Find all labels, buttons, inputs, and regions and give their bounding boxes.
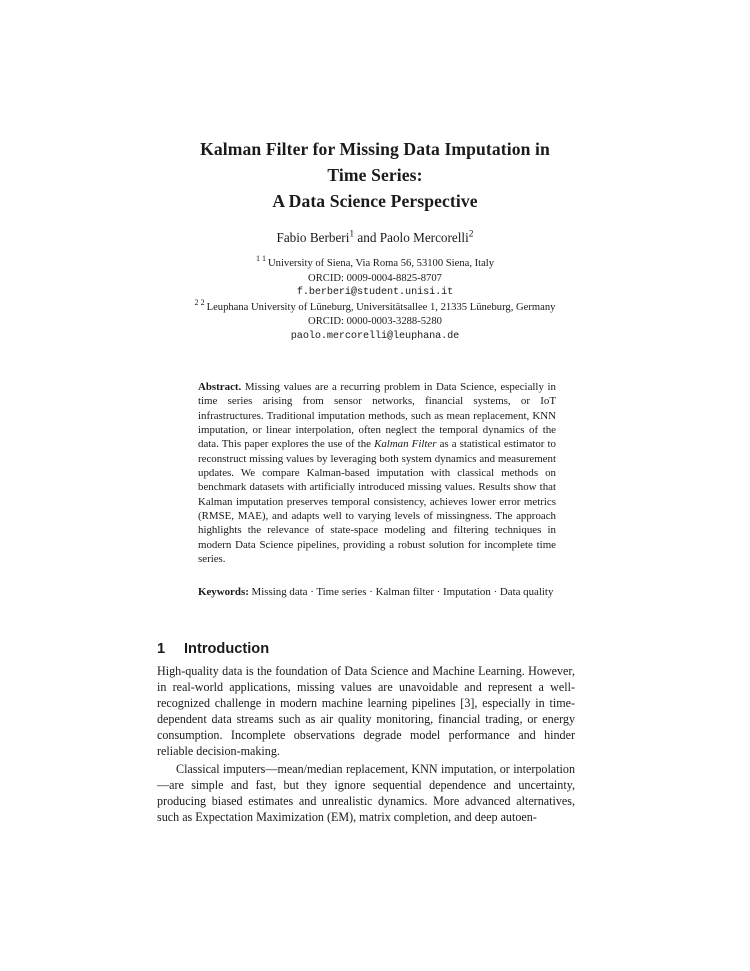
affiliation-orcid-2: ORCID: 0000-0003-3288-5280: [308, 316, 442, 328]
affiliation-email-2: paolo.mercorelli@leuphana.de: [290, 330, 460, 342]
author-affiliation-marker-1: 1: [349, 229, 355, 240]
affiliation-block: [130, 254, 620, 345]
affiliation-orcid-1: ORCID: 0009-0004-8825-8707: [308, 272, 442, 284]
keywords-list: Missing data · Time series · Kalman filter · Imputation · Data quality: [248, 586, 554, 598]
abstract-emphasis: Kalman Filter: [374, 438, 437, 451]
affiliation-marker-2a: 2: [194, 298, 199, 308]
author-conjunction: and: [354, 230, 380, 245]
author-name-2: Paolo Mercorelli: [379, 230, 469, 245]
keywords-block: [198, 585, 556, 599]
keywords-label: Keywords:: [198, 586, 249, 598]
page-title: [155, 136, 595, 214]
affiliation-institution-1: [130, 254, 620, 272]
title-line-3: A Data Science Perspective: [272, 191, 478, 211]
author-name-1: Fabio Berberi: [276, 230, 350, 245]
affiliation-institution-text-1: University of Siena, Via Roma 56, 53100 Siena, Italy: [268, 258, 495, 269]
introduction-paragraph-2: Classical imputers—mean/median replacement, KNN imputation, or interpolation—are simple and fast, but they ignore sequential dependence and uncertainty, producing biased estimates and unrealistic dynamics. More advanced alternatives, such as Expectation Maximization (EM), matrix completion, and deep autoen-: [157, 762, 575, 824]
abstract-text-part-2: as a statistical estimator to reconstruct missing values by leveraging both system dynamics and measurement updates. We compare Kalman-based imputation with classical methods on benchmark datasets with artificially introduced missing values. Results show that Kalman imputation preserves temporal consistency, achieves lower error metrics (RMSE, MAE), and adapts well to varying levels of missingness. The approach highlights the relevance of state-space modeling and filtering techniques in modern Data Science pipelines, providing a robust solution for incomplete time series.: [198, 438, 556, 566]
title-line-1: Kalman Filter for Missing Data Imputation in: [200, 139, 550, 159]
title-line-2: Time Series:: [327, 165, 423, 185]
affiliation-email-1: f.berberi@student.unisi.it: [296, 287, 454, 299]
abstract-label: Abstract.: [198, 381, 242, 393]
affiliation-institution-text-2: Leuphana University of Lüneburg, Universitätsallee 1, 21335 Lüneburg, Germany: [206, 301, 556, 313]
affiliation-marker-2b: 2: [200, 298, 205, 308]
author-affiliation-marker-2: 2: [468, 229, 474, 240]
affiliation-institution-2: [130, 298, 620, 316]
affiliation-marker-1b: 1: [261, 254, 267, 264]
section-title: Introduction: [184, 641, 270, 657]
abstract-text-part-1: Missing values are a recurring problem in Data Science, especially in time series arising from sensor networks, financial systems, or IoT infrastructures. Traditional imputation methods, such as mean replacement, KNN imputation, or linear interpolation, often neglect the temporal dynamics of the data. This paper explores the use of the: [198, 381, 556, 451]
affiliation-marker-1a: 1: [255, 254, 260, 264]
introduction-paragraph-1: High-quality data is the foundation of Data Science and Machine Learning. However, in real-world applications, missing values are unavoidable and represent a well-recognized challenge in modern machine learning pipelines [3], especially in time-dependent data streams such as air quality monitoring, financial trading, or energy consumption. Incomplete observations degrade model performance and hinder reliable decision-making.: [157, 664, 575, 758]
section-number: 1: [157, 641, 166, 657]
author-list: [155, 229, 595, 246]
abstract-block: [198, 380, 556, 566]
section-heading-introduction: [157, 640, 577, 658]
